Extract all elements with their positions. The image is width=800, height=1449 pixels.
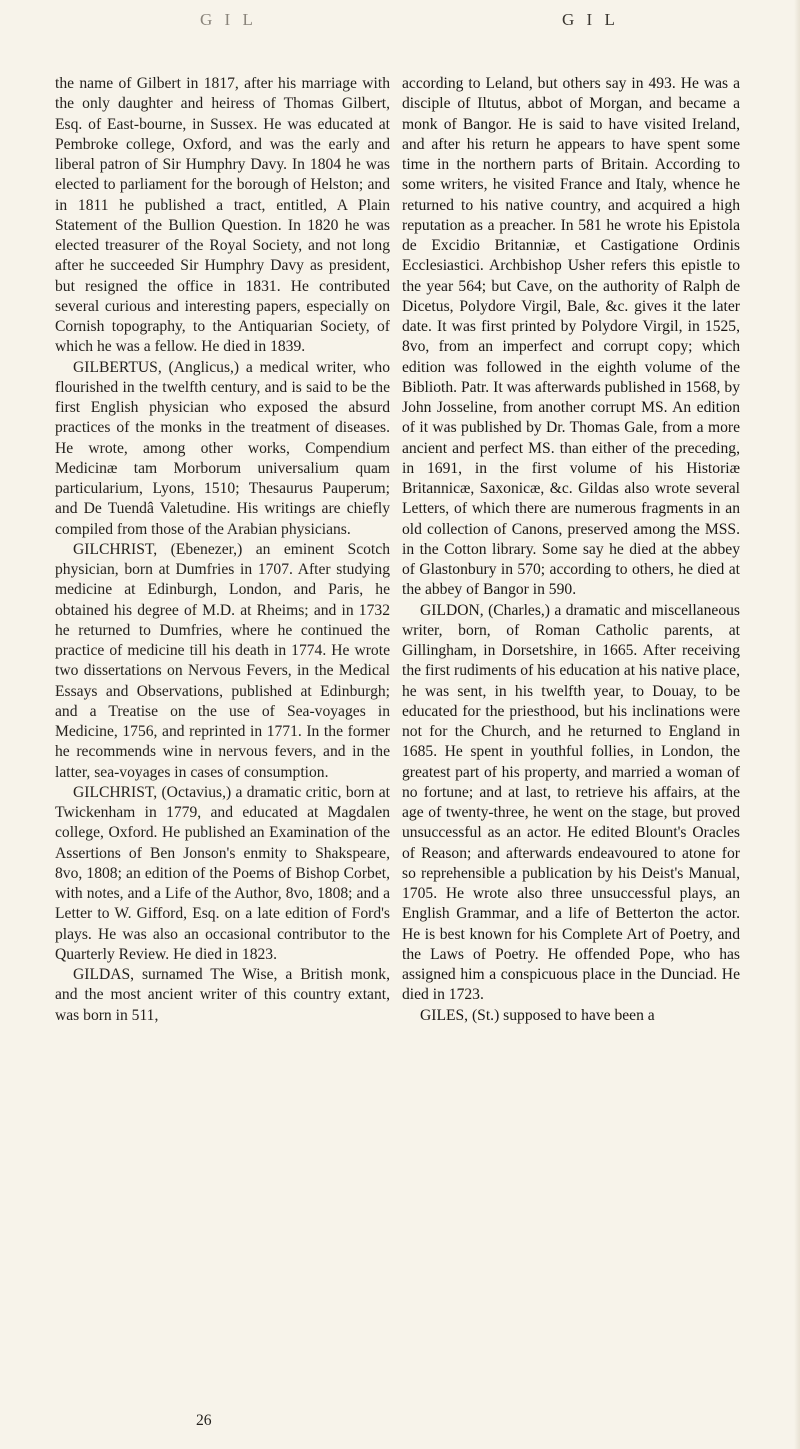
right-text-column	[402, 74, 740, 1026]
entry-gildon: GILDON, (Charles,) a dramatic and miscellaneous writer, born, of Roman Catholic parents, at Gillingham, in Dorsetshire, in 1665. After receiving the first rudiments of his education at his native place, he was sent, in his twelfth year, to Douay, to be educated for the priesthood, but his inclinations were not for the Church, and he returned to England in 1685. He spent in youthful follies, in London, the greatest part of his property, and married a woman of no fortune; and at last, to retrieve his affairs, at the age of twenty-three, he went on the stage, but proved unsuccessful as an actor. He edited Blount's Oracles of Reason; and afterwards endeavoured to atone for so reprehensible a publication by his Deist's Manual, 1705. He wrote also three unsuccessful plays, an English Grammar, and a life of Betterton the actor. He is best known for his Complete Art of Poetry, and the Laws of Poetry. He offended Pope, who has assigned him a conspicuous place in the Dunciad. He died in 1723.	[402, 601, 740, 1004]
running-head-right: G I L	[562, 10, 619, 29]
paragraph: according to Leland, but others say in 493. He was a disciple of Iltutus, abbot of Morgan, and became a monk of Bangor. He is said to have visited Ireland, and after his return he appears to have spent some time in the northern parts of Britain. According to some writers, he visited France and Italy, whence he returned to his native country, and acquired a high reputation as a preacher. In 581 he wrote his Epistola de Excidio Britanniæ, et Castigatione Ordinis Ecclesiastici. Archbishop Usher refers this epistle to the year 564; but Cave, on the authority of Ralph de Dicetus, Polydore Virgil, Bale, &c. gives it the later date. It was first printed by Polydore Virgil, in 1525, 8vo, from an imperfect and corrupt copy; which edition was followed in the eighth volume of the Biblioth. Patr. It was afterwards published in 1568, by John Josseline, from another corrupt MS. An edition of it was published by Dr. Thomas Gale, from a more ancient and perfect MS. than either of the preceding, in 1691, in the first volume of his Historiæ Britannicæ, Saxonicæ, &c. Gildas also wrote several Letters, of which there are numerous fragments in an old collection of Canons, preserved among the MSS. in the Cotton library. Some say he died at the abbey of Glastonbury in 570; according to others, he died at the abbey of Bangor in 590.	[402, 75, 740, 599]
paragraph: the name of Gilbert in 1817, after his marriage with the only daughter and heiress of Thomas Gilbert, Esq. of East-bourne, in Sussex. He was educated at Pembroke college, Oxford, and was the early and liberal patron of Sir Humphry Davy. In 1804 he was elected to parliament for the borough of Helston; and in 1811 he published a tract, entitled, A Plain Statement of the Bullion Question. In 1820 he was elected treasurer of the Royal Society, and not long after he succeeded Sir Humphry Davy as president, but resigned the office in 1831. He contributed several curious and interesting papers, especially on Cornish topography, to the Antiquarian Society, of which he was a fellow. He died in 1839.	[55, 75, 390, 356]
page-edge-shadow	[794, 0, 800, 1449]
entry-giles: GILES, (St.) supposed to have been a	[420, 1006, 655, 1024]
running-head-left: G I L	[200, 10, 257, 29]
left-text-column	[55, 74, 390, 1026]
entry-gildas: GILDAS, surnamed The Wise, a British monk, and the most ancient writer of this country extant, was born in 511,	[55, 966, 390, 1024]
page-number: 26	[196, 1412, 212, 1429]
entry-gilchrist-ebenezer: GILCHRIST, (Ebenezer,) an eminent Scotch physician, born at Dumfries in 1707. After studying medicine at Edinburgh, London, and Paris, he obtained his degree of M.D. at Rheims; and in 1732 he returned to Dumfries, where he continued the practice of medicine till his death in 1774. He wrote two dissertations on Nervous Fevers, in the Medical Essays and Observations, published at Edinburgh; and a Treatise on the use of Sea-voyages in Medicine, 1756, and reprinted in 1771. In the former he recommends wine in nervous fevers, and in the latter, sea-voyages in cases of consumption.	[55, 540, 390, 781]
entry-gilchrist-octavius: GILCHRIST, (Octavius,) a dramatic critic, born at Twickenham in 1779, and educated at Magdalen college, Oxford. He published an Examination of the Assertions of Ben Jonson's enmity to Shakspeare, 8vo, 1808; an edition of the Poems of Bishop Corbet, with notes, and a Life of the Author, 8vo, 1808; and a Letter to W. Gifford, Esq. on a late edition of Ford's plays. He was also an occasional contributor to the Quarterly Review. He died in 1823.	[55, 783, 390, 963]
entry-gilbertus: GILBERTUS, (Anglicus,) a medical writer, who flourished in the twelfth century, and is said to be the first English physician who exposed the absurd practices of the monks in the treatment of diseases. He wrote, among other works, Compendium Medicinæ tam Morborum universalium quam particularium, Lyons, 1510; Thesaurus Pauperum; and De Tuendâ Valetudine. His writings are chiefly compiled from those of the Arabian physicians.	[55, 358, 390, 538]
